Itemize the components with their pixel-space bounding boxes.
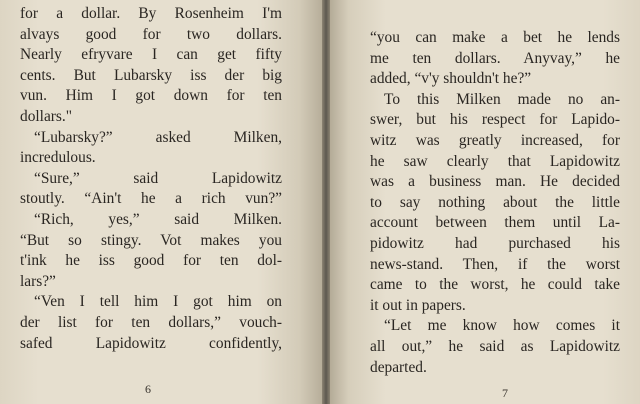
left-page-text (20, 4, 282, 354)
text-line: safed Lapidowitz confidently, (20, 334, 282, 352)
text-line: all out,” he said as Lapidowitz (370, 337, 620, 355)
text-line: “Lubarsky?” asked Milken, (34, 128, 282, 146)
text-line: account between them until La- (370, 214, 620, 232)
text-line: for a dollar. By Rosenheim I'm (20, 5, 282, 22)
text-line: came to the worst, he could take (370, 276, 620, 294)
text-line: der list for ten dollars,” vouch- (20, 313, 282, 331)
text-line: cents. But Lubarsky iss der big (20, 66, 282, 84)
text-line: he saw clearly that Lapidowitz (370, 152, 620, 170)
text-line: Nearly efryvare I can get fifty (20, 46, 282, 64)
book-gutter (322, 0, 330, 404)
page-number-right: 7 (502, 386, 508, 400)
page-number-left: 6 (145, 382, 151, 396)
text-line: news-stand. Then, if the worst (370, 255, 620, 273)
text-line: to say nothing about the little (370, 193, 620, 211)
text-line: “Rich, yes,” said Milken. (34, 210, 282, 228)
text-line: added, “v'y shouldn't he?” (370, 70, 532, 88)
text-line: witz was greatly increased, for (370, 131, 620, 149)
text-line: “Ven I tell him I got him on (34, 293, 282, 311)
text-line: pidowitz had purchased his (370, 234, 620, 252)
text-line: was a business man. He decided (370, 173, 620, 191)
text-line: lars?” (20, 272, 56, 290)
text-line: t'ink he iss good for ten dol- (20, 252, 282, 270)
text-line: “But so stingy. Vot makes you (20, 231, 282, 249)
text-line: stoutly. “Ain't he a rich vun?” (20, 190, 282, 208)
right-page-text (370, 28, 620, 378)
text-line: “Sure,” said Lapidowitz (34, 169, 282, 187)
text-line: it out in papers. (370, 296, 466, 314)
text-line: incredulous. (20, 149, 96, 167)
text-line: me ten dollars. Anyvay,” he (370, 49, 620, 67)
text-line: “you can make a bet he lends (370, 29, 620, 46)
text-line: alvays good for two dollars. (20, 25, 282, 43)
text-line: “Let me know how comes it (384, 317, 620, 335)
text-line: swer, but his respect for Lapido- (370, 111, 620, 129)
text-line: To this Milken made no an- (384, 90, 620, 108)
text-line: vun. Him I got down for ten (20, 87, 282, 105)
right-page (330, 0, 640, 404)
text-line: dollars." (20, 107, 73, 125)
text-line: departed. (370, 358, 427, 376)
